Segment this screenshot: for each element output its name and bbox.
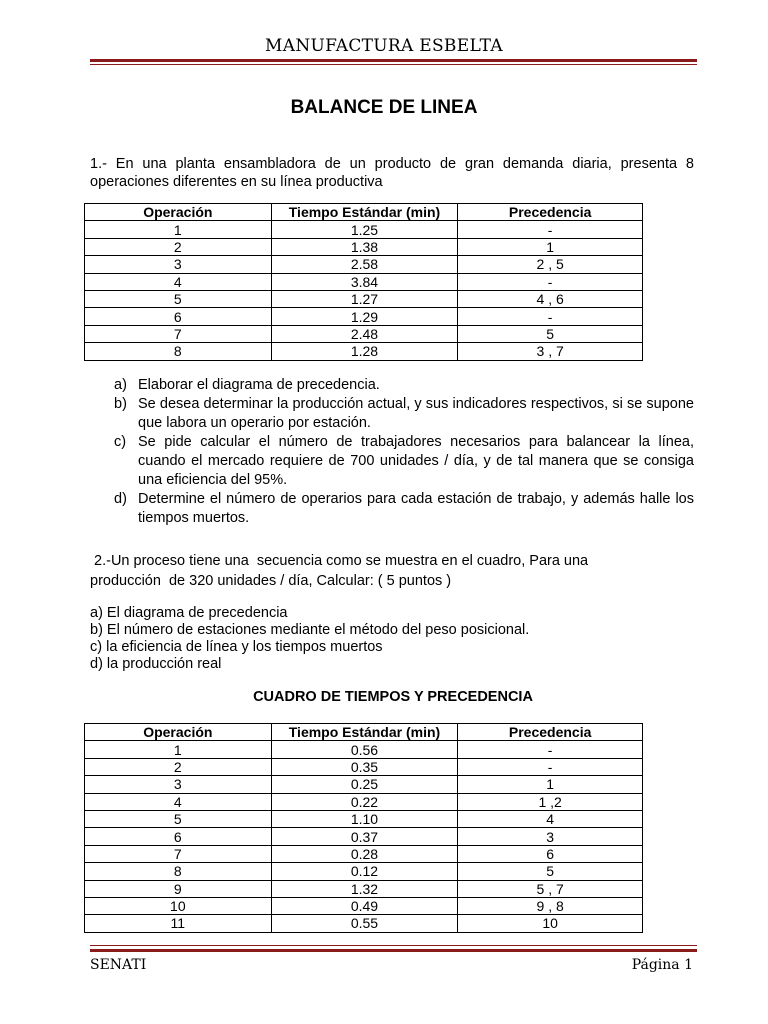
list-marker: c) — [114, 434, 127, 450]
footer-institution: SENATI — [90, 957, 147, 973]
cell-time: 0.56 — [271, 741, 458, 758]
problem1-intro: 1.- En una planta ensambladora de un producto de gran demanda diaria, presenta 8 operaciones diferentes en su línea productiva — [90, 156, 694, 190]
list-item — [114, 376, 694, 395]
list-marker: d) — [114, 491, 127, 507]
cell-precedence: 9 , 8 — [458, 897, 643, 914]
cell-operation: 9 — [85, 880, 272, 897]
column-header-precedencia: Precedencia — [458, 724, 643, 741]
table-row — [85, 290, 643, 307]
list-marker: b) — [114, 396, 127, 412]
cell-operation: 1 — [85, 741, 272, 758]
question-text: Se desea determinar la producción actual, y sus indicadores respectivos, si se supone que labora un operario por estación. — [138, 396, 694, 431]
cell-time: 0.22 — [271, 793, 458, 810]
cell-precedence: 5 , 7 — [458, 880, 643, 897]
table-row — [85, 845, 643, 862]
problem2-intro-line2: producción de 320 unidades / día, Calcular: ( 5 puntos ) — [90, 573, 452, 589]
cell-precedence: - — [458, 221, 643, 238]
table-row — [85, 810, 643, 827]
cell-time: 0.49 — [271, 897, 458, 914]
cell-precedence: 3 — [458, 828, 643, 845]
cell-time: 1.28 — [271, 343, 458, 360]
table-row — [85, 221, 643, 238]
cell-time: 0.25 — [271, 776, 458, 793]
cell-precedence: 1 ,2 — [458, 793, 643, 810]
cell-operation: 3 — [85, 256, 272, 273]
footer-page-number: Página 1 — [631, 957, 693, 973]
cell-precedence: 1 — [458, 776, 643, 793]
table-row — [85, 758, 643, 775]
question-text: Se pide calcular el número de trabajadores necesarios para balancear la línea, cuando el mercado requiere de 700 unidades / día, y de tal manera que se consiga una eficiencia del 95%. — [138, 434, 694, 488]
table-row — [85, 741, 643, 758]
cell-operation: 4 — [85, 793, 272, 810]
cell-time: 1.25 — [271, 221, 458, 238]
table-row — [85, 256, 643, 273]
table-row — [85, 776, 643, 793]
question-text: Determine el número de operarios para cada estación de trabajo, y además halle los tiempos muertos. — [138, 491, 694, 526]
cell-time: 0.37 — [271, 828, 458, 845]
document-title: BALANCE DE LINEA — [290, 97, 478, 118]
table-row — [85, 343, 643, 360]
table-row — [85, 897, 643, 914]
cell-precedence: - — [458, 273, 643, 290]
problem2-intro-line1: 2.-Un proceso tiene una secuencia como se muestra en el cuadro, Para una — [90, 553, 589, 569]
cell-precedence: 5 — [458, 863, 643, 880]
header-rule — [90, 59, 697, 62]
list-item: b) El número de estaciones mediante el método del peso posicional. — [90, 622, 530, 638]
cell-time: 0.12 — [271, 863, 458, 880]
cell-precedence: 1 — [458, 238, 643, 255]
cell-operation: 6 — [85, 828, 272, 845]
cell-operation: 5 — [85, 810, 272, 827]
column-header-tiempo: Tiempo Estándar (min) — [271, 204, 458, 221]
list-item — [114, 433, 694, 490]
cell-time: 1.29 — [271, 308, 458, 325]
list-marker: a) — [114, 377, 127, 393]
list-item — [114, 490, 694, 528]
header-rule-thin — [90, 64, 697, 65]
cell-operation: 7 — [85, 325, 272, 342]
table-header-row — [85, 724, 643, 741]
cell-operation: 8 — [85, 343, 272, 360]
column-header-operacion: Operación — [85, 724, 272, 741]
cell-precedence: - — [458, 308, 643, 325]
cell-time: 1.32 — [271, 880, 458, 897]
table-row — [85, 273, 643, 290]
question-text: Elaborar el diagrama de precedencia. — [138, 377, 380, 393]
cell-time: 1.10 — [271, 810, 458, 827]
list-item — [114, 395, 694, 433]
table-row — [85, 238, 643, 255]
cell-precedence: 4 — [458, 810, 643, 827]
column-header-operacion: Operación — [85, 204, 272, 221]
cell-operation: 6 — [85, 308, 272, 325]
cell-precedence: 5 — [458, 325, 643, 342]
table-row — [85, 325, 643, 342]
cell-operation: 1 — [85, 221, 272, 238]
header-title: MANUFACTURA ESBELTA — [265, 36, 503, 56]
table-row — [85, 308, 643, 325]
cell-operation: 10 — [85, 897, 272, 914]
table-row — [85, 915, 643, 932]
cell-operation: 11 — [85, 915, 272, 932]
cell-time: 0.28 — [271, 845, 458, 862]
cell-operation: 2 — [85, 238, 272, 255]
cell-operation: 3 — [85, 776, 272, 793]
table-header-row — [85, 204, 643, 221]
cell-operation: 2 — [85, 758, 272, 775]
column-header-precedencia: Precedencia — [458, 204, 643, 221]
cell-operation: 7 — [85, 845, 272, 862]
cell-precedence: 4 , 6 — [458, 290, 643, 307]
cell-precedence: 10 — [458, 915, 643, 932]
cell-time: 2.58 — [271, 256, 458, 273]
problem1-questions — [114, 376, 694, 528]
table-row — [85, 793, 643, 810]
column-header-tiempo: Tiempo Estándar (min) — [271, 724, 458, 741]
cell-precedence: - — [458, 741, 643, 758]
cell-time: 1.27 — [271, 290, 458, 307]
cell-precedence: 3 , 7 — [458, 343, 643, 360]
table-title: CUADRO DE TIEMPOS Y PRECEDENCIA — [253, 689, 533, 705]
cell-operation: 8 — [85, 863, 272, 880]
table-row — [85, 828, 643, 845]
list-item: d) la producción real — [90, 656, 222, 672]
cell-precedence: 6 — [458, 845, 643, 862]
cell-time: 0.35 — [271, 758, 458, 775]
problem2-questions — [90, 605, 529, 673]
table-operations-1 — [84, 203, 643, 361]
table-row — [85, 880, 643, 897]
list-item: a) El diagrama de precedencia — [90, 605, 288, 621]
cell-time: 3.84 — [271, 273, 458, 290]
cell-precedence: - — [458, 758, 643, 775]
cell-time: 1.38 — [271, 238, 458, 255]
footer-rule — [90, 949, 697, 952]
cell-operation: 5 — [85, 290, 272, 307]
cell-operation: 4 — [85, 273, 272, 290]
table-row — [85, 863, 643, 880]
cell-time: 0.55 — [271, 915, 458, 932]
cell-precedence: 2 , 5 — [458, 256, 643, 273]
table-operations-2 — [84, 723, 643, 933]
footer-rule-thin — [90, 945, 697, 946]
list-item: c) la eficiencia de línea y los tiempos muertos — [90, 639, 383, 655]
cell-time: 2.48 — [271, 325, 458, 342]
